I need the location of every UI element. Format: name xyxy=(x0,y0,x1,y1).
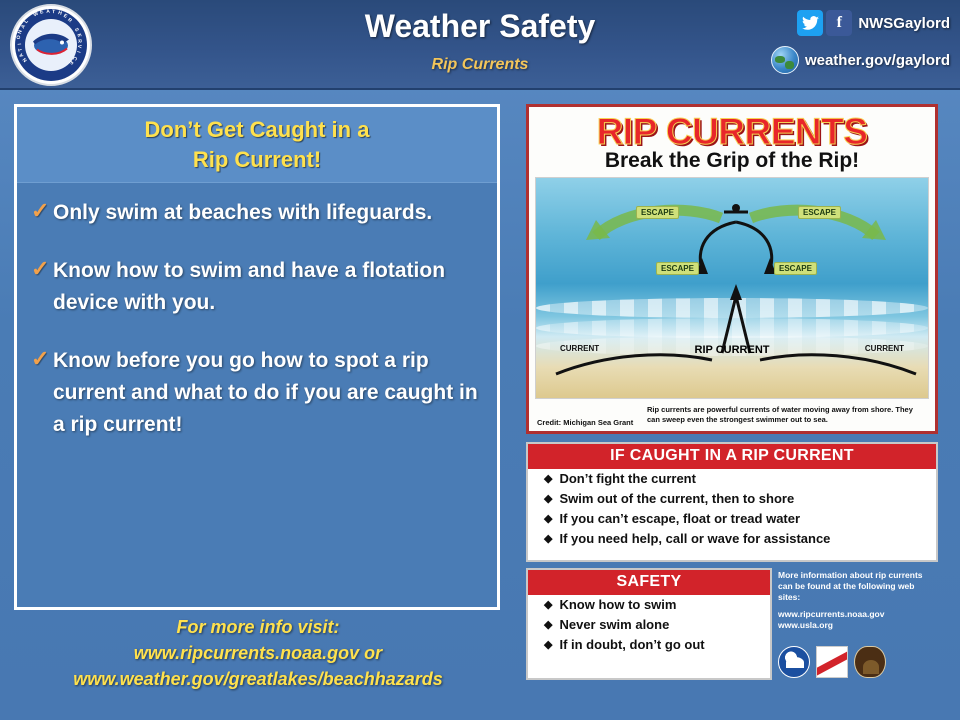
escape-label: ESCAPE xyxy=(774,262,817,275)
tip-text: If you need help, call or wave for assistance xyxy=(559,531,831,546)
list-item xyxy=(528,509,936,529)
social-links xyxy=(712,6,952,84)
list-item xyxy=(528,469,936,489)
tips-panel xyxy=(14,104,500,610)
diamond-bullet-icon: ◆ xyxy=(544,533,553,545)
more-info-footer xyxy=(0,614,516,692)
footer-line-2[interactable]: www.ripcurrents.noaa.gov or xyxy=(133,643,383,663)
info-url-2[interactable]: www.usla.org xyxy=(778,620,833,630)
noaa-seal-icon xyxy=(778,646,810,678)
list-item xyxy=(31,345,481,441)
agency-seals xyxy=(778,646,886,678)
tip-text: If you can’t escape, float or tread water xyxy=(559,511,801,526)
safety-list-panel xyxy=(526,568,772,680)
tip-text: Don’t fight the current xyxy=(559,471,696,486)
website-url[interactable]: weather.gov/gaylord xyxy=(804,51,950,69)
globe-icon[interactable] xyxy=(771,46,799,74)
facebook-icon[interactable]: f xyxy=(826,10,852,36)
tip-text: If in doubt, don’t go out xyxy=(559,637,705,652)
list-item xyxy=(528,489,936,509)
list-item xyxy=(528,529,936,549)
tip-text: Know before you go how to spot a rip current and what to do if you are caught in a rip current! xyxy=(53,349,478,436)
footer-line-1: For more info visit: xyxy=(176,617,340,637)
more-info-panel xyxy=(778,568,938,680)
tip-text: Only swim at beaches with lifeguards. xyxy=(53,201,433,224)
tips-heading-line2: Rip Current! xyxy=(192,146,322,172)
check-icon: ✓ xyxy=(31,346,50,371)
tip-text: Know how to swim xyxy=(559,597,677,612)
diamond-bullet-icon: ◆ xyxy=(544,599,553,611)
safety-card xyxy=(526,568,938,680)
list-item xyxy=(528,635,770,655)
diamond-bullet-icon: ◆ xyxy=(544,619,553,631)
tip-text: Know how to swim and have a flotation device with you. xyxy=(53,259,446,314)
if-caught-card xyxy=(526,442,938,562)
list-item xyxy=(31,255,481,319)
check-icon: ✓ xyxy=(31,198,50,223)
national-park-service-seal-icon xyxy=(854,646,886,678)
illustration-caption: Rip currents are powerful currents of water moving away from shore. They can sweep even the strongest swimmer out to sea. xyxy=(647,405,913,424)
illustration-credit: Credit: Michigan Sea Grant xyxy=(537,418,634,427)
info-url-1[interactable]: www.ripcurrents.noaa.gov xyxy=(778,609,885,619)
current-label: CURRENT xyxy=(560,344,600,353)
footer-line-3[interactable]: www.weather.gov/greatlakes/beachhazards xyxy=(73,669,443,689)
social-row-website xyxy=(771,46,950,74)
safety-header: SAFETY xyxy=(528,570,770,595)
escape-label: ESCAPE xyxy=(656,262,699,275)
header-bar xyxy=(0,0,960,90)
tip-text: Never swim alone xyxy=(559,617,670,632)
check-icon: ✓ xyxy=(31,256,50,281)
social-row-twitter-facebook xyxy=(797,10,950,36)
list-item xyxy=(528,615,770,635)
if-caught-header: IF CAUGHT IN A RIP CURRENT xyxy=(528,444,936,469)
more-info-text: More information about rip currents can be found at the following web sites: xyxy=(778,570,923,602)
list-item xyxy=(528,595,770,615)
page-title: Weather Safety xyxy=(364,8,596,44)
tips-list xyxy=(17,183,497,441)
tips-heading-line1: Don’t Get Caught in a xyxy=(144,116,370,142)
diamond-bullet-icon: ◆ xyxy=(544,513,553,525)
diamond-bullet-icon: ◆ xyxy=(544,473,553,485)
logo-ring-text: N A T I O N A L W E A T H E R S E R V I C E xyxy=(16,8,83,66)
rip-current-illustration xyxy=(535,177,929,399)
escape-label: ESCAPE xyxy=(636,206,679,219)
diamond-bullet-icon: ◆ xyxy=(544,639,553,651)
tip-text: Swim out of the current, then to shore xyxy=(559,491,795,506)
current-label: CURRENT xyxy=(864,344,904,353)
twitter-icon[interactable] xyxy=(797,10,823,36)
rip-currents-diagram-card xyxy=(526,104,938,434)
us-lifesaving-association-seal-icon xyxy=(816,646,848,678)
tips-panel-heading xyxy=(17,107,497,183)
rip-card-title: RIP CURRENTS xyxy=(596,111,868,152)
social-handle: NWSGaylord xyxy=(858,14,950,32)
diamond-bullet-icon: ◆ xyxy=(544,493,553,505)
rip-current-label: RIP CURRENT xyxy=(694,344,770,356)
page-subtitle: Rip Currents xyxy=(431,56,529,73)
escape-label: ESCAPE xyxy=(798,206,841,219)
list-item xyxy=(31,197,481,229)
rip-card-subtitle: Break the Grip of the Rip! xyxy=(604,149,860,172)
right-column xyxy=(526,104,938,680)
